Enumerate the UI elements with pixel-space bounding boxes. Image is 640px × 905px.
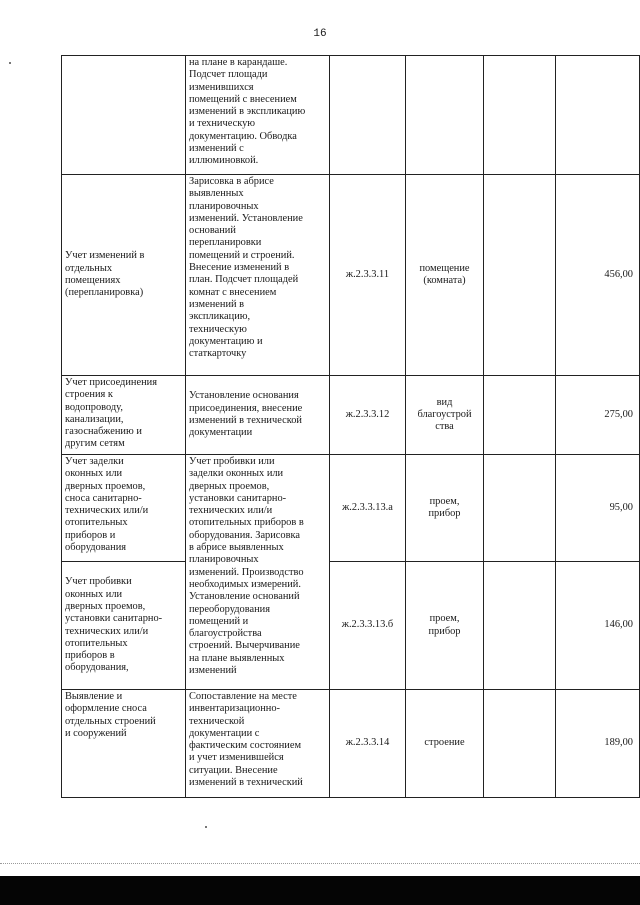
tariff-table	[61, 55, 640, 798]
table-row	[62, 455, 640, 562]
description-cell: Зарисовка в абрисе выявленных планировочных изменений. Установление оснований перепланировки помещений и строений. Внесение изменений в план. Подсчет площадей комнат с внесением изменений в экспликацию, техническую документацию и статкарточку	[186, 175, 330, 376]
unit-cell: проем, прибор	[406, 562, 484, 690]
service-name-cell: Учет присоединения строения к водопроводу, канализации, газоснабжению и другим сетям	[62, 376, 186, 455]
code-cell: ж.2.3.3.12	[330, 376, 406, 455]
unit-cell: проем, прибор	[406, 455, 484, 562]
code-cell	[330, 56, 406, 175]
price-cell: 146,00	[556, 562, 640, 690]
scan-speck	[9, 62, 11, 64]
description-cell: Сопоставление на месте инвентаризационно- технической документации с фактическим состоянием и учет изменившейся ситуации. Внесение изменений в технический	[186, 690, 330, 798]
description-cell: на плане в карандаше. Подсчет площади изменившихся помещений с внесением изменений в экспликацию и техническую документацию. Обводка изменений с иллюминовкой.	[186, 56, 330, 175]
price-cell: 456,00	[556, 175, 640, 376]
extra-cell	[484, 175, 556, 376]
service-name-cell: Учет пробивки оконных или дверных проемов, установки санитарно- технических или/и отопительных приборов в оборудования,	[62, 562, 186, 690]
price-cell: 189,00	[556, 690, 640, 798]
code-cell: ж.2.3.3.11	[330, 175, 406, 376]
table-row	[62, 690, 640, 798]
scan-artifact-line	[0, 863, 640, 864]
description-cell: Учет пробивки или заделки оконных или дверных проемов, установки санитарно- технических или/и отопительных приборов в оборудования. Зарисовка в абрисе выявленных планировочных изменений. Производство необходимых измерений. Установление оснований переоборудования помещений и благоустройства строений. Вычерчивание на плане выявленных изменений	[186, 455, 330, 690]
table-row	[62, 56, 640, 175]
unit-cell	[406, 56, 484, 175]
scan-speck	[205, 826, 207, 828]
page-number: 16	[313, 28, 327, 40]
extra-cell	[484, 562, 556, 690]
extra-cell	[484, 690, 556, 798]
unit-cell: вид благоустрой ства	[406, 376, 484, 455]
service-name-cell: Учет изменений в отдельных помещениях (перепланировка)	[62, 175, 186, 376]
price-cell: 95,00	[556, 455, 640, 562]
extra-cell	[484, 455, 556, 562]
table-row	[62, 175, 640, 376]
service-name-cell	[62, 56, 186, 175]
table-row	[62, 376, 640, 455]
code-cell: ж.2.3.3.13.а	[330, 455, 406, 562]
service-name-cell: Выявление и оформление сноса отдельных строений и сооружений	[62, 690, 186, 798]
unit-cell: строение	[406, 690, 484, 798]
code-cell: ж.2.3.3.14	[330, 690, 406, 798]
code-cell: ж.2.3.3.13.б	[330, 562, 406, 690]
price-cell	[556, 56, 640, 175]
unit-cell: помещение (комната)	[406, 175, 484, 376]
extra-cell	[484, 56, 556, 175]
table-row	[62, 562, 640, 690]
service-name-cell: Учет заделки оконных или дверных проемов, сноса санитарно- технических или/и отопительных приборов и оборудования	[62, 455, 186, 562]
description-cell: Установление основания присоединения, внесение изменений в технической документации	[186, 376, 330, 455]
scan-bottom-border	[0, 876, 640, 905]
price-cell: 275,00	[556, 376, 640, 455]
extra-cell	[484, 376, 556, 455]
